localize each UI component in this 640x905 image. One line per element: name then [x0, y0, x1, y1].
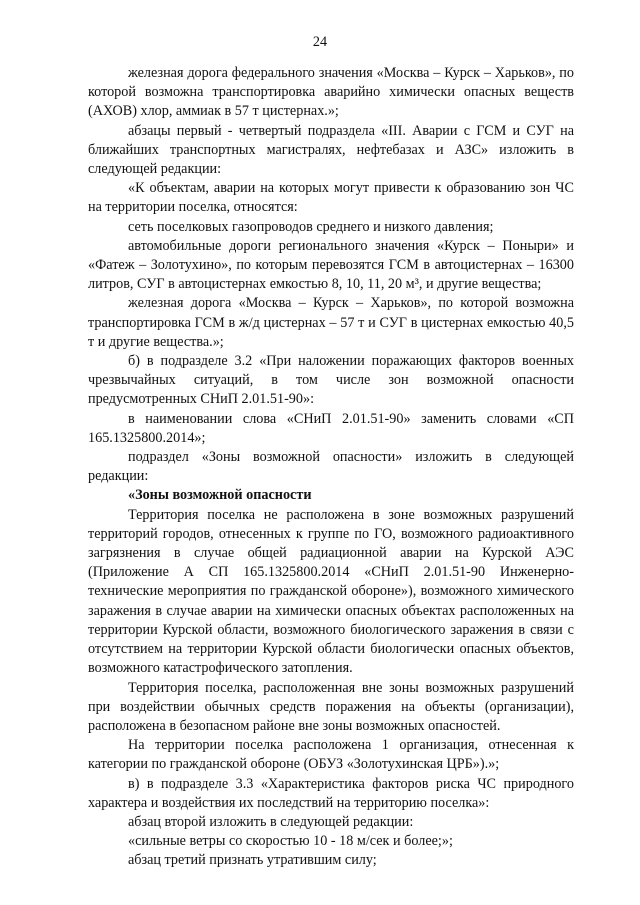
heading-danger-zones: «Зоны возможной опасности: [128, 487, 312, 504]
paragraph-railway-fuel: железная дорога «Москва – Курск – Харьков», по которой возможна транспортировка ГСМ в ж/д цистернах – 57 т и СУГ в цистернах емкостью 40,5 т и другие вещества.»;: [88, 295, 574, 350]
paragraph-gas-pipelines: сеть поселковых газопроводов среднего и низкого давления;: [128, 218, 494, 235]
paragraph-section-iii-amendment: абзацы первый - четвертый подраздела «III. Аварии с ГСМ и СУГ на ближайших транспортных магистралях, нефтебазах и АЗС» изложить в следующей редакции:: [88, 122, 574, 178]
paragraph-subsection-3-2: б) в подразделе 3.2 «При наложении поражающих факторов военных чрезвычайных ситуаций, в том числе зон возможной опасности предусмотренных СНиП 2.01.51-90»:: [88, 353, 574, 408]
document-body: [88, 64, 574, 871]
paragraph-regional-roads: автомобильные дороги регионального значения «Курск – Поныри» и «Фатеж – Золотухино», по которым перевозятся ГСМ в автоцистернах – 16300 литров, СУГ в автоцистернах емкостью 8, 10, 11, 20 м³, и другие вещества;: [88, 237, 574, 293]
paragraph-danger-zones-amendment: подраздел «Зоны возможной опасности» изложить в следующей редакции:: [88, 449, 574, 485]
paragraph-railway-intro: железная дорога федерального значения «Москва – Курск – Харьков», по которой возможна транспортировка аварийно химически опасных веществ (АХОВ) хлор, аммиак в 57 т цистернах.»;: [88, 65, 574, 120]
paragraph-replace-words: в наименовании слова «СНиП 2.01.51-90» заменить словами «СП 165.1325800.2014»;: [88, 410, 574, 446]
paragraph-territory-zones: Территория поселка не расположена в зоне возможных разрушений территорий городов, отнесенных к группе по ГО, возможного радиоактивного загрязнения в случае общей радиационной аварии на Курской АЭС (Приложение А СП 165.1325800.2014 «СНиП 2.01.51-90 Инженерно-технические мероприятия по гражданской обороне»), возможного химического заражения в случае аварии на химически опасных объектах расположенных на территории Курской области, возможного биологического заражения в связи с отсутствием на территории Курской области биологически опасных объектов, возможного катастрофического затопления.: [88, 506, 574, 677]
paragraph-second-abzac: абзац второй изложить в следующей редакции:: [128, 813, 414, 830]
paragraph-objects-intro: «К объектам, аварии на которых могут привести к образованию зон ЧС на территории поселка, относятся:: [88, 180, 574, 216]
paragraph-civil-defense-org: На территории поселка расположена 1 организация, отнесенная к категории по гражданской обороне (ОБУЗ «Золотухинская ЦРБ»).»;: [88, 737, 574, 773]
page-number: 24: [312, 34, 328, 50]
paragraph-strong-winds: «сильные ветры со скоростью 10 - 18 м/сек и более;»;: [128, 833, 453, 850]
paragraph-subsection-3-3: в) в подразделе 3.3 «Характеристика факторов риска ЧС природного характера и воздействия их последствий на территорию поселка»:: [88, 775, 574, 811]
paragraph-safe-area: Территория поселка, расположенная вне зоны возможных разрушений при воздействии обычных средств поражения на объекты (организации), расположена в безопасном районе вне зоны возможных опасностей.: [88, 679, 574, 734]
paragraph-third-abzac-void: абзац третий признать утратившим силу;: [128, 852, 377, 869]
